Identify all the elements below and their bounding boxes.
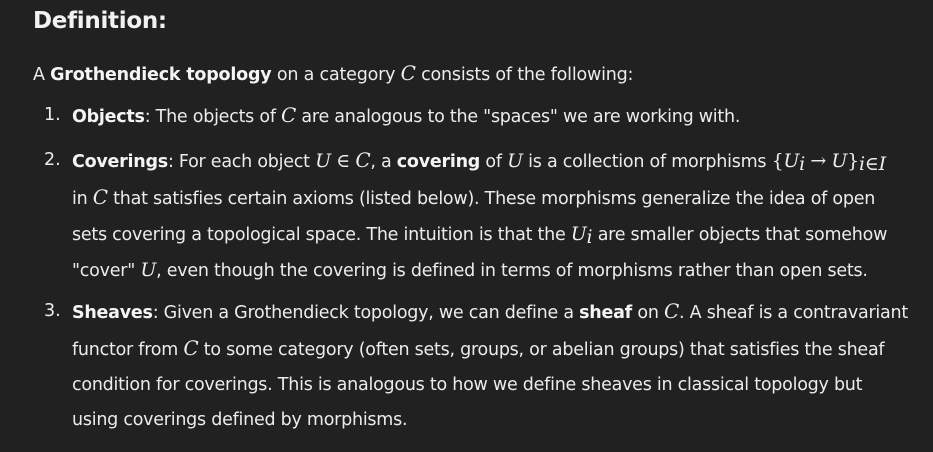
category-symbol: C [92,185,108,209]
item-line [72,403,922,438]
math-symbol: U [570,223,587,245]
math-symbol: U [783,150,800,172]
item-line [72,331,922,368]
math-symbol: U [831,150,848,172]
item-term: sheaf [579,303,633,323]
math-symbol: U [140,259,157,281]
category-symbol: C [355,148,371,172]
item-text-segment: : For each object [167,152,316,172]
item-text-segment: in [72,189,93,209]
item-text-segment: that satisfies certain axioms (listed below). These morphisms generalize the idea of open [107,189,876,209]
item-line [72,294,922,331]
math-symbol: ∈ [336,150,350,172]
item-title: Coverings [72,152,168,172]
item-text-segment: condition for coverings. This is analogous to how we define sheaves in classical topology but [72,375,863,395]
item-text-segment: : The objects of [144,107,282,127]
item-text-segment: . A sheaf is a contravariant [679,303,908,323]
item-line [72,143,922,180]
item-text-segment: , a [370,152,397,172]
math-symbol: } [847,150,859,172]
category-symbol: C [281,103,297,127]
item-text-segment: sets covering a topological space. The intuition is that the [72,225,571,245]
math-symbol: { [771,150,784,172]
list-number: 1. [44,105,61,125]
section-heading: Definition: [33,8,167,34]
math-subscript: i [799,153,805,175]
item-text-segment: , even though the covering is defined in terms of morphisms rather than open sets. [156,261,868,281]
math-symbol: U [507,150,523,172]
intro-mid: on a category [271,65,401,85]
item-line [72,368,922,403]
item-line [72,253,922,289]
item-text-segment: is a collection of morphisms [522,152,772,172]
item-text-segment: are analogous to the "spaces" we are working with. [296,107,741,127]
list-number: 3. [44,301,61,321]
item-text-segment: using coverings defined by morphisms. [72,410,408,430]
item-title: Sheaves [72,303,153,323]
intro-paragraph [33,60,633,88]
intro-term: Grothendieck topology [50,65,272,85]
item-term: covering [396,152,481,172]
item-text-segment: of [480,152,508,172]
item-text-segment: on [632,303,664,323]
item-text-segment: are smaller objects that somehow [592,225,888,245]
category-symbol: C [400,61,416,85]
item-text-segment: to some category (often sets, groups, or abelian groups) that satisfies the sheaf [198,340,885,360]
item-text-segment: : Given a Grothendieck topology, we can define a [152,303,580,323]
math-subscript: i∈I [858,153,886,175]
category-symbol: C [663,299,680,323]
intro-suffix: consists of the following: [415,65,634,85]
item-line [72,217,922,253]
category-symbol: C [183,336,199,360]
math-symbol: → [810,150,826,172]
list-item-text [72,143,922,289]
item-text-segment: functor from [72,340,184,360]
math-subscript: i [586,226,593,248]
item-text-segment: "cover" [72,261,141,281]
list-number: 2. [44,150,61,170]
list-item-text [72,98,922,135]
item-title: Objects [72,107,145,127]
intro-prefix: A [33,65,51,85]
item-line [72,180,922,217]
list-item-text [72,294,922,438]
math-symbol: U [315,150,331,172]
